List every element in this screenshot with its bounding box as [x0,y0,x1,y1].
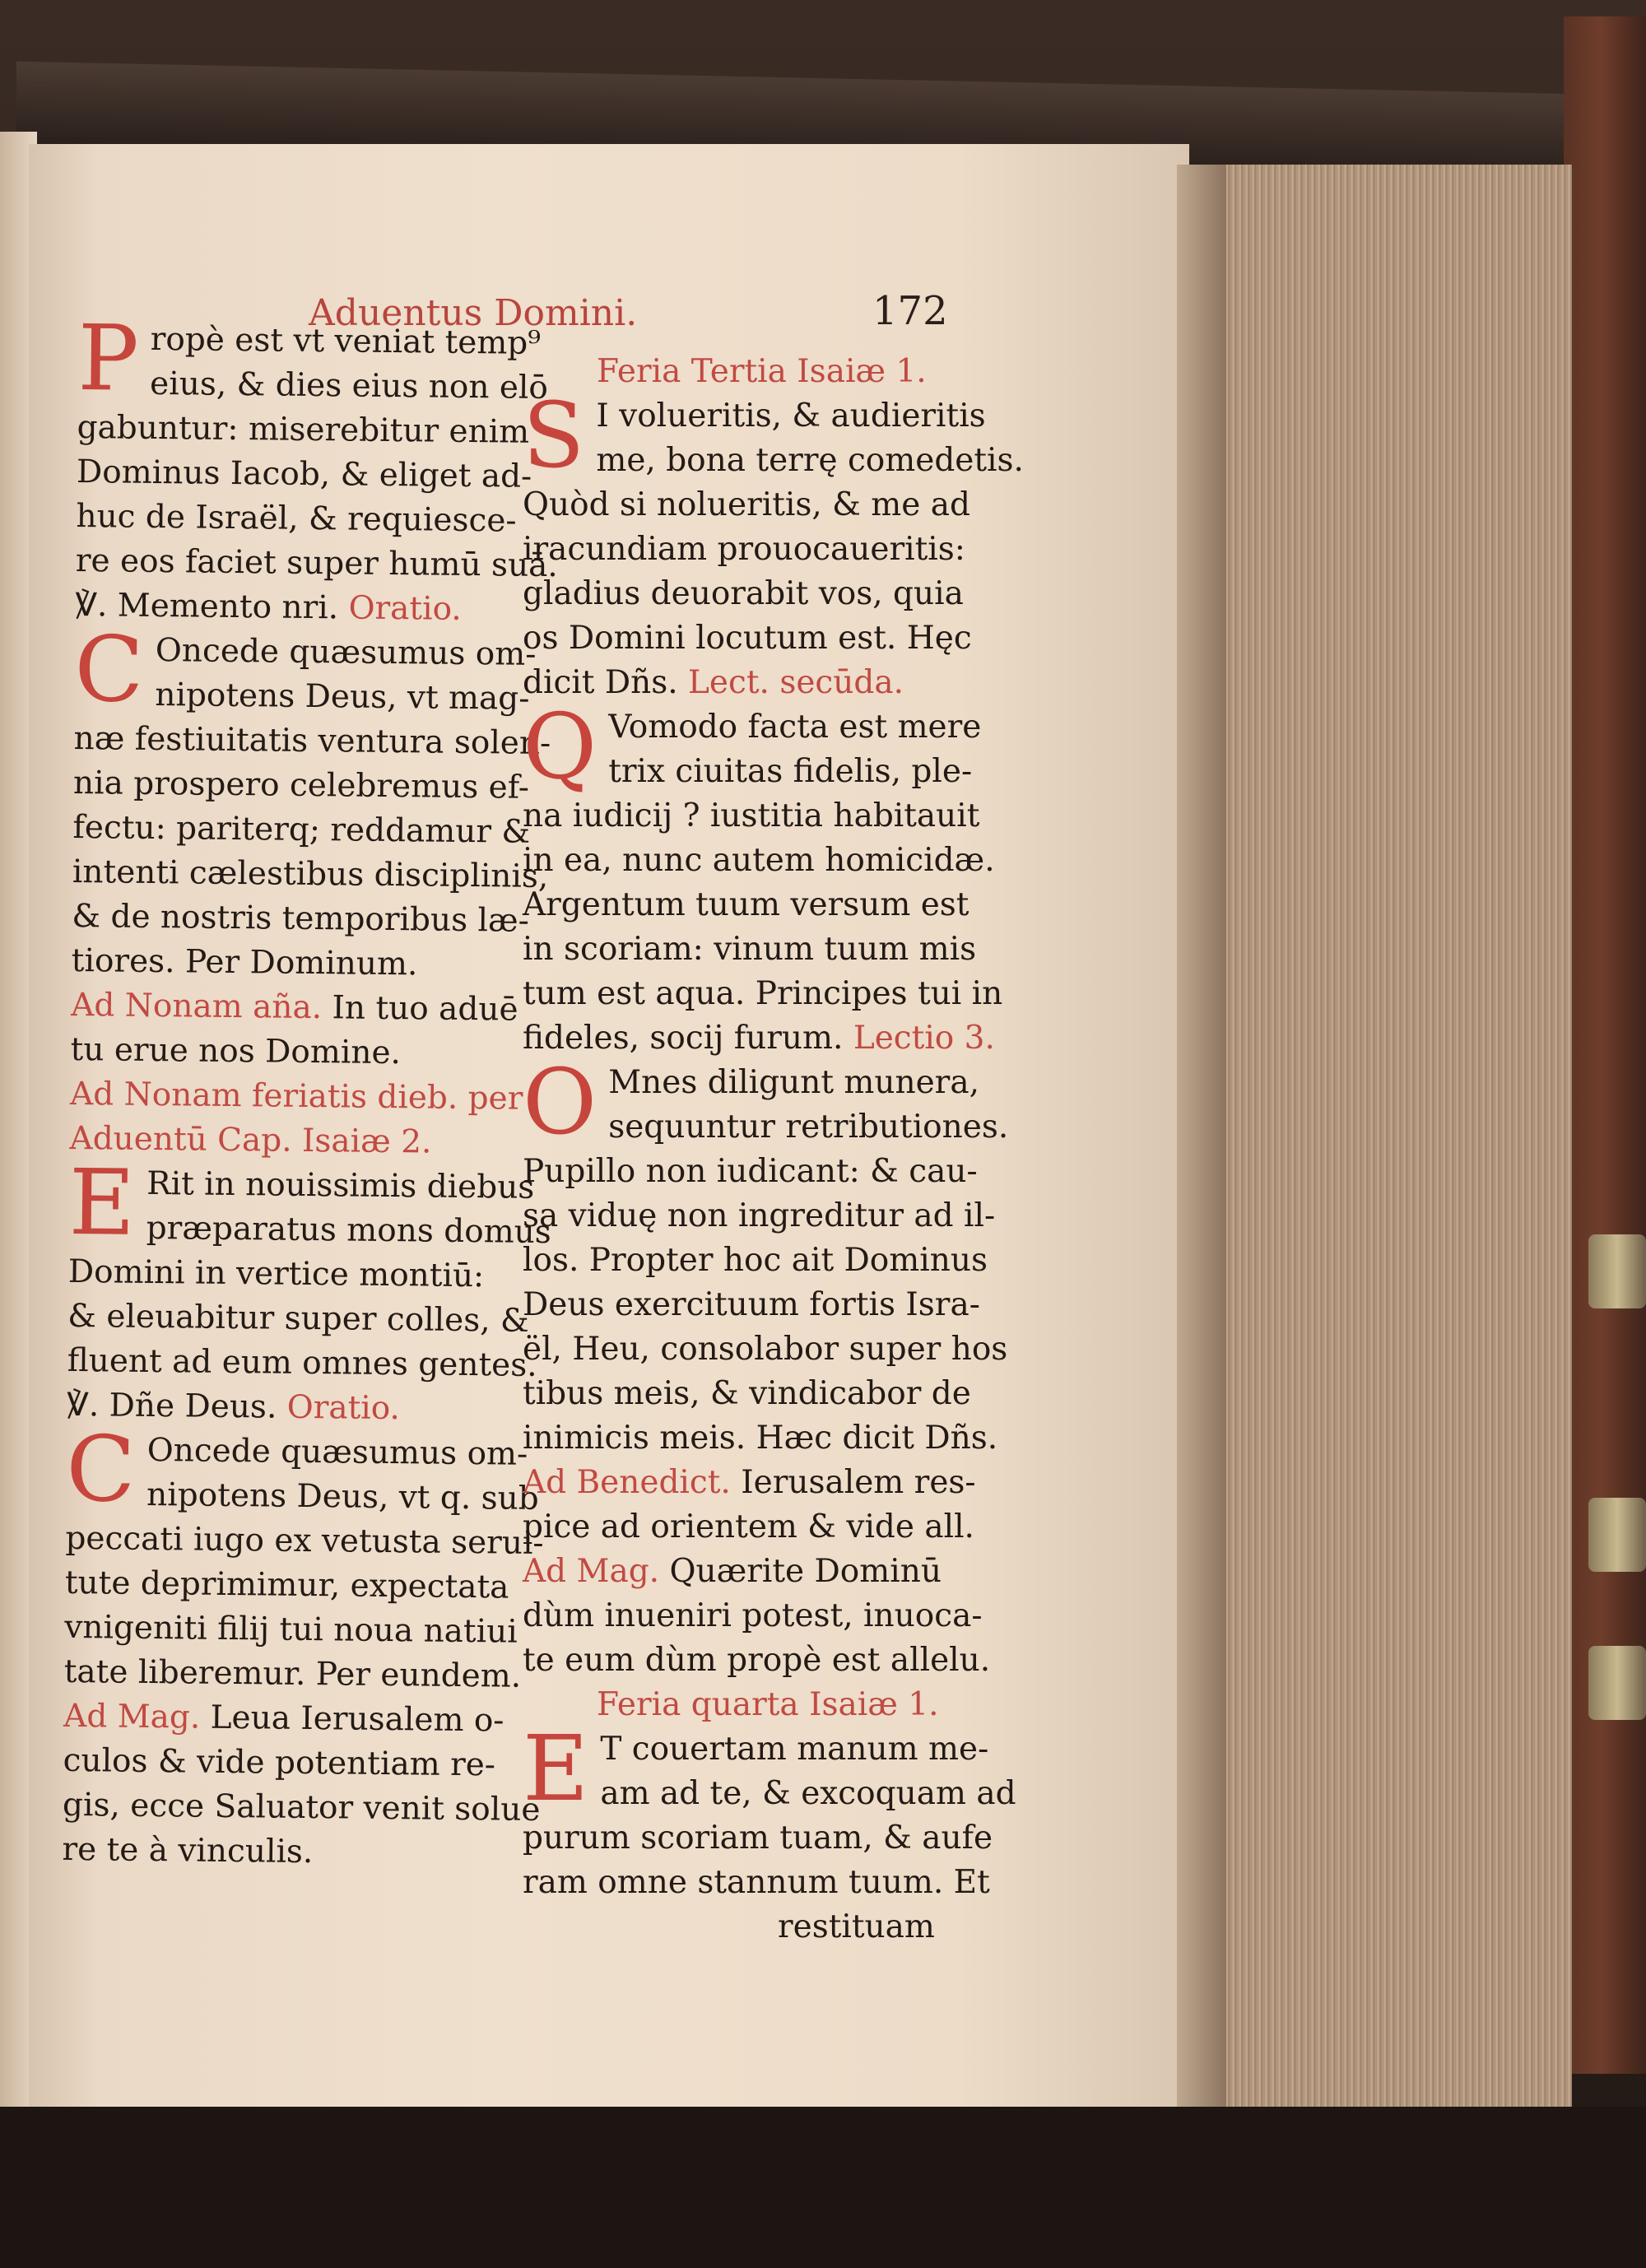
background [0,2107,1646,2268]
text-line: tute deprimimur, expectata [64,1564,509,1606]
versicle: ℣. Memento nri. [75,586,339,627]
text-block [63,1415,544,1699]
text-line [523,1550,1000,1594]
text-line: sequuntur retributiones. [608,1108,1009,1146]
text-line: trix ciuitas fidelis, ple- [608,753,973,790]
text-line: I volueritis, & audieritis [596,397,986,435]
text-block [523,1049,1009,1461]
text-line: nipotens Deus, vt mag- [155,676,530,718]
text-line: intenti cælestibus disciplinis, [72,853,549,896]
text-line: huc de Israël, & requiesce- [76,497,517,540]
text-line: am ad te, & excoquam ad [600,1775,1016,1812]
text-line: Argentum tuum versum est [523,886,969,923]
initial-letter: O [523,1049,597,1155]
text-span: fideles, socij furum. [523,1020,844,1057]
bookmark-tab [1588,1646,1646,1720]
text-line: dùm inueniri potest, inuoca- [523,1597,983,1634]
rubric: Ad Mag. [523,1553,660,1590]
book-cover [1564,16,1646,2074]
bookmark-tab [1588,1498,1646,1572]
rubric: Ad Mag. [63,1697,201,1736]
rubric: Feria quarta Isaiæ 1. [597,1686,939,1723]
text-line [523,1016,1000,1061]
text-line: na iudicij ? iustitia habitauit [523,797,980,834]
text-block [71,616,551,988]
text-line [67,1383,495,1432]
text-line: gladius deuorabit vos, quia [523,575,964,612]
gutter-shadow [1177,165,1226,2123]
text-block [523,1716,1016,1905]
text-line: Vomodo facta est mere [608,709,982,746]
text-line: culos & vide potentiam re- [63,1741,496,1784]
versicle: ℣. Dñe Deus. [66,1386,277,1426]
text-line [71,983,518,1032]
initial-letter: C [73,616,145,723]
text-line: tibus meis, & vindicabor de [523,1375,971,1412]
text-line [523,1461,1000,1505]
initial-letter: E [68,1149,136,1256]
rubric: Aduentū Cap. Isaiæ 2. [69,1119,432,1161]
rubric: Ad Benedict. [523,1464,731,1501]
text-block [67,1149,552,1387]
text-line: Domini in vertice montiū: [67,1253,485,1295]
text-line: fluent ad eum omnes gentes. [67,1341,537,1384]
text-line: vnigeniti filij tui noua natiui [64,1608,518,1651]
text-line: gabuntur: miserebitur enim [77,408,530,451]
text-line: præparatus mons domus [146,1209,552,1252]
text-line: gis, ecce Saluator venit solue [62,1786,541,1829]
text-line: Mnes diligunt munera, [608,1064,979,1101]
text-line: re eos faciet super humū suā. [75,541,559,585]
rubric: Oratio. [348,589,463,628]
initial-letter: P [77,305,140,411]
text-line: Pupillo non iudicant: & cau- [523,1153,978,1190]
text-line: Oncede quæsumus om- [155,632,537,673]
initial-letter: S [523,383,585,488]
rubric: Lect. secūda. [688,664,904,701]
text-line: ropè est vt veniat temp⁹ [150,320,542,362]
text-line: os Domini locutum est. Hęc [523,620,972,657]
text-line: Rit in nouissimis diebus [146,1164,535,1206]
text-line: Quòd si nolueritis, & me ad [523,486,970,523]
bookmark-tab [1588,1234,1646,1308]
antiphon: Ierusalem res- [741,1464,976,1501]
text-line: tiores. Per Dominum. [71,941,418,983]
text-line: tum est aqua. Principes tui in [523,975,1003,1012]
page-block-edge [1185,165,1572,2131]
text-line [523,661,1000,705]
text-line: & eleuabitur super colles, & [67,1297,529,1340]
folio-number: 172 [872,288,948,334]
initial-letter: C [65,1415,137,1522]
text-line: eius, & dies eius non elō [149,365,549,407]
catchword: restituam [778,1908,935,1945]
text-line: los. Propter hoc ait Dominus [523,1242,988,1279]
antiphon: Quærite Dominū [669,1553,942,1590]
rubric: Feria Tertia Isaiæ 1. [597,353,927,390]
text-line [75,583,504,632]
text-line: tu erue nos Domine. [70,1030,402,1072]
rubric: Ad Nonam aña. [71,986,323,1027]
text-line: Deus exercituum fortis Isra- [523,1286,980,1323]
rubric: Ad Nonam feriatis dieb. per [69,1075,523,1118]
text-line: nipotens Deus, vt q. sub [146,1476,539,1517]
text-line: næ festiuitatis ventura solen- [73,719,551,763]
running-header: Aduentus Domini. [309,292,638,334]
initial-letter: E [523,1716,589,1821]
text-line: & de nostris temporibus læ- [72,897,530,940]
text-span: dicit Dñs. [523,664,678,701]
text-line: sa viduę non ingreditur ad il- [523,1197,996,1234]
text-line: fectu: pariterq; reddamur & [72,808,531,851]
rubric: Oratio. [286,1388,401,1428]
text-line [63,1694,504,1743]
text-line: ram omne stannum tuum. Et [523,1864,990,1901]
rubric: Lectio 3. [853,1020,995,1057]
text-block [523,694,1003,1016]
text-line: Dominus Iacob, & eliget ad- [76,453,532,495]
text-block [523,383,1024,661]
antiphon: In tuo aduē [332,989,518,1029]
text-line: re te à vinculis. [62,1830,314,1871]
antiphon: Leua Ierusalem o- [210,1699,504,1740]
text-line: pice ad orientem & vide all. [523,1508,974,1545]
initial-letter: Q [523,694,597,799]
text-line: ël, Heu, consolabor super hos [523,1331,1008,1368]
text-line: inimicis meis. Hæc dicit Dñs. [523,1420,998,1457]
right-column [523,350,1024,1950]
text-line: Oncede quæsumus om- [146,1431,528,1473]
text-line: T couertam manum me- [600,1731,989,1768]
text-line: in ea, nunc autem homicidæ. [523,842,995,879]
text-line: in scoriam: vinum tuum mis [523,931,977,968]
text-line: me, bona terrę comedetis. [596,442,1024,479]
text-line: iracundiam prouocaueritis: [523,531,965,568]
text-line: te eum dùm propè est allelu. [523,1642,991,1679]
text-line: purum scoriam tuam, & aufe [523,1820,993,1857]
text-line: tate liberemur. Per eundem. [63,1652,522,1695]
text-line: peccati iugo ex vetusta serui- [65,1519,544,1563]
text-line: nia prospero celebremus ef- [72,764,530,806]
